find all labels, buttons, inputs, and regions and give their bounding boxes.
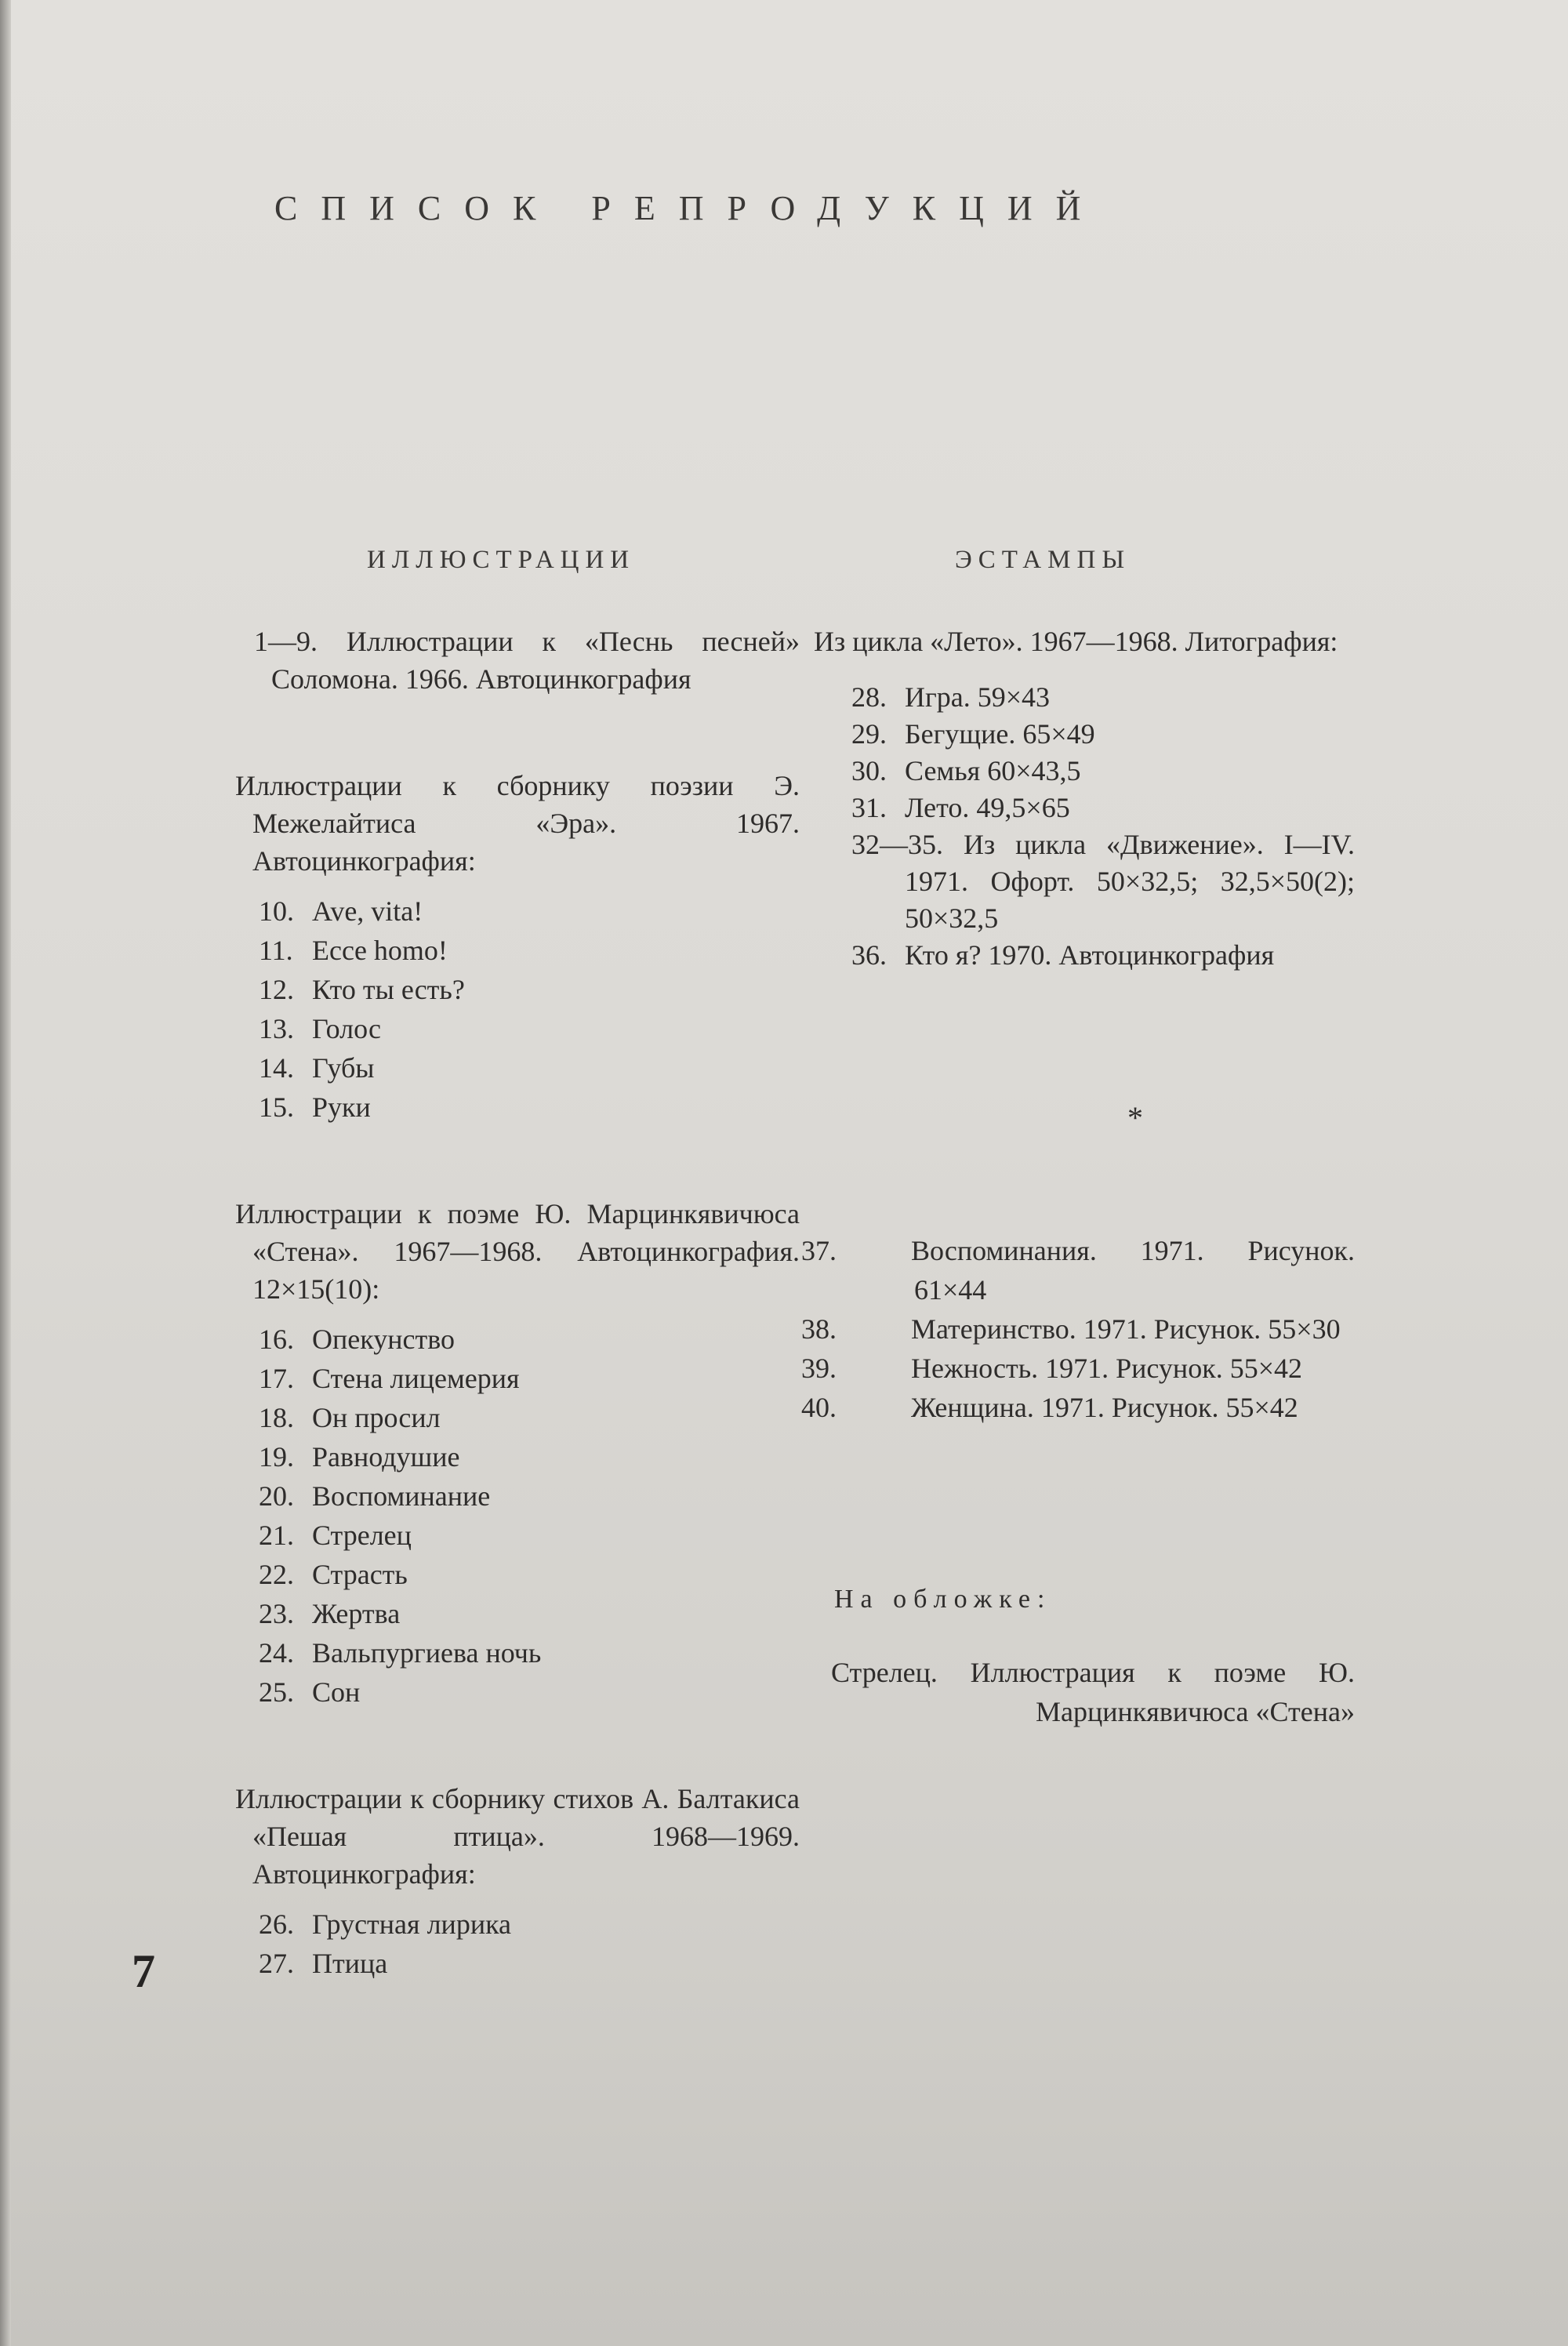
item-number: 36. (851, 939, 887, 971)
list-item (259, 1088, 800, 1128)
list-item (259, 1945, 800, 1984)
item-list (235, 892, 800, 1128)
item-number: 28. (851, 681, 887, 713)
group-intro: Иллюстрации к поэме Ю. Марцинкявичюса «Стена». 1967—1968. Автоцинкография. 12×15(10): (235, 1198, 800, 1305)
group-bird (235, 1780, 800, 1984)
item-title: Вальпургиева ночь (312, 1637, 542, 1669)
item-number: 27. (259, 1948, 294, 1979)
list-item (851, 826, 1355, 937)
item-title: Страсть (312, 1559, 408, 1590)
first-block-text: 1—9. Иллюстрации к «Песнь песней» Соломона. 1966. Автоцинкография (254, 626, 800, 695)
cover-caption: Стрелец. Иллюстрация к поэме Ю. Марцинкявичюса «Стена» (831, 1657, 1355, 1727)
item-title: Кто я? 1970. Автоцинкография (905, 939, 1275, 971)
list-item (259, 1516, 800, 1556)
list-item (259, 1556, 800, 1595)
group-era (235, 767, 800, 1128)
list-item (259, 892, 800, 932)
list-item (259, 932, 800, 971)
item-number: 21. (259, 1520, 294, 1551)
item-title: Женщина. 1971. Рисунок. 55×42 (911, 1392, 1298, 1423)
list-item (851, 790, 1355, 826)
item-title: Бегущие. 65×49 (905, 718, 1095, 750)
item-number: 25. (259, 1676, 294, 1708)
list-item (259, 1438, 800, 1477)
item-number: 39. (801, 1353, 837, 1384)
summer-cycle-intro: Из цикла «Лето». 1967—1968. Литография: (814, 626, 1338, 657)
item-title: Ave, vita! (312, 895, 423, 927)
item-title: Птица (312, 1948, 388, 1979)
item-title: Кто ты есть? (312, 974, 465, 1005)
item-title: Грустная лирика (312, 1908, 512, 1940)
item-title: Материнство. 1971. Рисунок. 55×30 (911, 1313, 1341, 1345)
item-title: Воспоминание (312, 1480, 491, 1512)
list-item (259, 1010, 800, 1049)
item-number: 29. (851, 718, 887, 750)
item-title: Голос (312, 1013, 382, 1044)
item-number: 23. (259, 1598, 294, 1629)
list-item (259, 971, 800, 1010)
item-title: Жертва (312, 1598, 401, 1629)
item-title: Лето. 49,5×65 (905, 792, 1070, 823)
item-title: Из цикла «Движение». I—IV. 1971. Офорт. 50×32,5; 32,5×50(2); 50×32,5 (905, 829, 1356, 934)
item-title: Стена лицемерия (312, 1363, 520, 1394)
list-item (259, 1049, 800, 1088)
group-intro: Иллюстрации к сборнику поэзии Э. Межелайтиса «Эра». 1967. Автоцинкография: (235, 770, 800, 877)
item-title: Семья 60×43,5 (905, 755, 1081, 786)
item-number: 22. (259, 1559, 294, 1590)
item-title: Стрелец (312, 1520, 412, 1551)
item-number: 15. (259, 1091, 294, 1123)
list-item (259, 1595, 800, 1634)
list-item (259, 1320, 800, 1360)
list-item (851, 753, 1355, 790)
list-item (851, 716, 1355, 753)
item-number: 20. (259, 1480, 294, 1512)
item-list (235, 1320, 800, 1712)
drawings-list (801, 1231, 1355, 1427)
list-item (259, 1673, 800, 1712)
item-number: 32—35. (851, 829, 943, 860)
item-number: 12. (259, 974, 294, 1005)
list-item (259, 1905, 800, 1945)
group-intro: Иллюстрации к сборнику стихов А. Балтакиса «Пешая птица». 1968—1969. Автоцинкография: (235, 1783, 800, 1890)
item-title: Воспоминания. 1971. Рисунок. 61×44 (911, 1235, 1355, 1306)
item-number: 19. (259, 1441, 294, 1473)
item-number: 13. (259, 1013, 294, 1044)
item-number: 37. (801, 1235, 837, 1266)
list-item (801, 1349, 1355, 1388)
list-item (851, 937, 1355, 974)
page-edge (0, 0, 11, 2346)
item-title: Сон (312, 1676, 361, 1708)
item-title: Игра. 59×43 (905, 681, 1051, 713)
illustrations-heading: ИЛЛЮСТРАЦИИ (367, 546, 636, 574)
prints-heading: ЭСТАМПЫ (955, 546, 1131, 574)
item-list (235, 1905, 800, 1984)
list-item (801, 1309, 1355, 1349)
item-number: 30. (851, 755, 887, 786)
cover-heading: На обложке: (834, 1585, 1052, 1614)
item-number: 38. (801, 1313, 837, 1345)
item-number: 18. (259, 1402, 294, 1433)
prints-list (814, 679, 1355, 974)
item-number: 17. (259, 1363, 294, 1394)
list-item (259, 1477, 800, 1516)
left-column (235, 541, 800, 2051)
list-item (851, 679, 1355, 716)
item-number: 10. (259, 895, 294, 927)
list-item (259, 1634, 800, 1673)
section-separator: * (1127, 1100, 1143, 1135)
item-number: 14. (259, 1052, 294, 1084)
page-number: 7 (132, 1945, 155, 1997)
item-number: 31. (851, 792, 887, 823)
list-item (801, 1388, 1355, 1427)
list-item (259, 1399, 800, 1438)
item-number: 16. (259, 1324, 294, 1355)
item-title: Нежность. 1971. Рисунок. 55×42 (911, 1353, 1302, 1384)
item-number: 40. (801, 1392, 837, 1423)
group-wall (235, 1195, 800, 1712)
item-title: Руки (312, 1091, 371, 1123)
list-item (259, 1360, 800, 1399)
item-number: 26. (259, 1908, 294, 1940)
right-column (801, 541, 1356, 1731)
list-item (801, 1231, 1355, 1309)
item-title: Он просил (312, 1402, 441, 1433)
item-title: Равнодушие (312, 1441, 460, 1473)
item-title: Ecce homo! (312, 935, 448, 966)
item-number: 24. (259, 1637, 294, 1669)
page-title: СПИСОК РЕПРОДУКЦИЙ (274, 189, 1105, 227)
item-number: 11. (259, 935, 293, 966)
item-title: Губы (312, 1052, 375, 1084)
item-title: Опекунство (312, 1324, 455, 1355)
